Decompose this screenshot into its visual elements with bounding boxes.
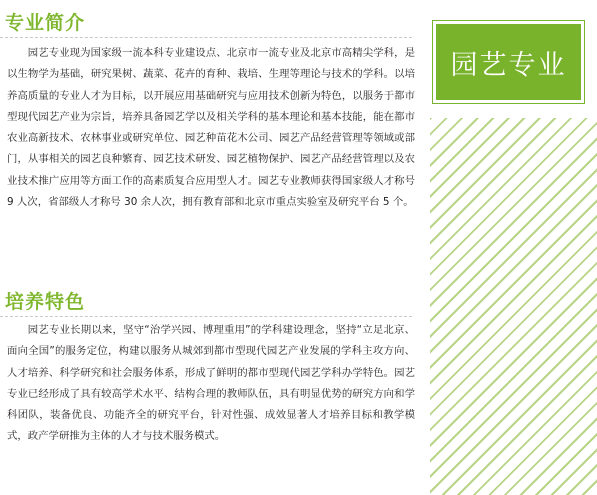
decorative-stripe-panel (430, 118, 597, 495)
section-body-intro: 园艺专业现为国家级一流本科专业建设点、北京市一流专业及北京市高精尖学科，是以生物学为基础，研究果树、蔬菜、花卉的育种、栽培、生理等理论与技术的学科。以培养高质量的专业人才为目标，以开展应用基础研究与应用技术创新为特色，以服务于都市型现代园艺产业为宗旨，培养具备园艺学以及相关学科的基本理论和基本技能，能在都市农业高新技术、农林事业或研究单位、园艺种苗花木公司、园艺产品经营管理等领域或部门，从事相关的园艺良种繁育、园艺技术研发、园艺植物保护、园艺产品经营管理以及农业技术推广应用等方面工作的高素质复合应用型人才。园艺专业教师获得国家级人才称号 9 人次，省部级人才称号 30 余人次，拥有教育部和北京市重点实验室及研究平台 5 个。 (7, 47, 415, 209)
section-title-features: 培养特色 (5, 291, 86, 313)
section-divider-intro (0, 37, 412, 38)
major-badge (433, 21, 584, 103)
major-badge-label: 园艺专业 (450, 49, 567, 81)
section-body-features: 园艺专业长期以来，坚守“治学兴园、博理重用”的学科建设理念，坚持“立足北京、面向全国”的服务定位，构建以服务从城郊到都市型现代园艺产业发展的学科主攻方向、人才培养、科学研究和社会服务体系，形成了鲜明的都市型现代园艺学科办学特色。园艺专业已经形成了具有较高学术水平、结构合理的教师队伍，具有明显优势的研究方向和学科团队，装备优良、功能齐全的研究平台，针对性强、成效显著人才培养目标和教学模式，政产学研推为主体的人才与技术服务模式。 (7, 324, 415, 443)
section-divider-features (0, 316, 412, 317)
section-title-intro: 专业简介 (5, 12, 86, 34)
